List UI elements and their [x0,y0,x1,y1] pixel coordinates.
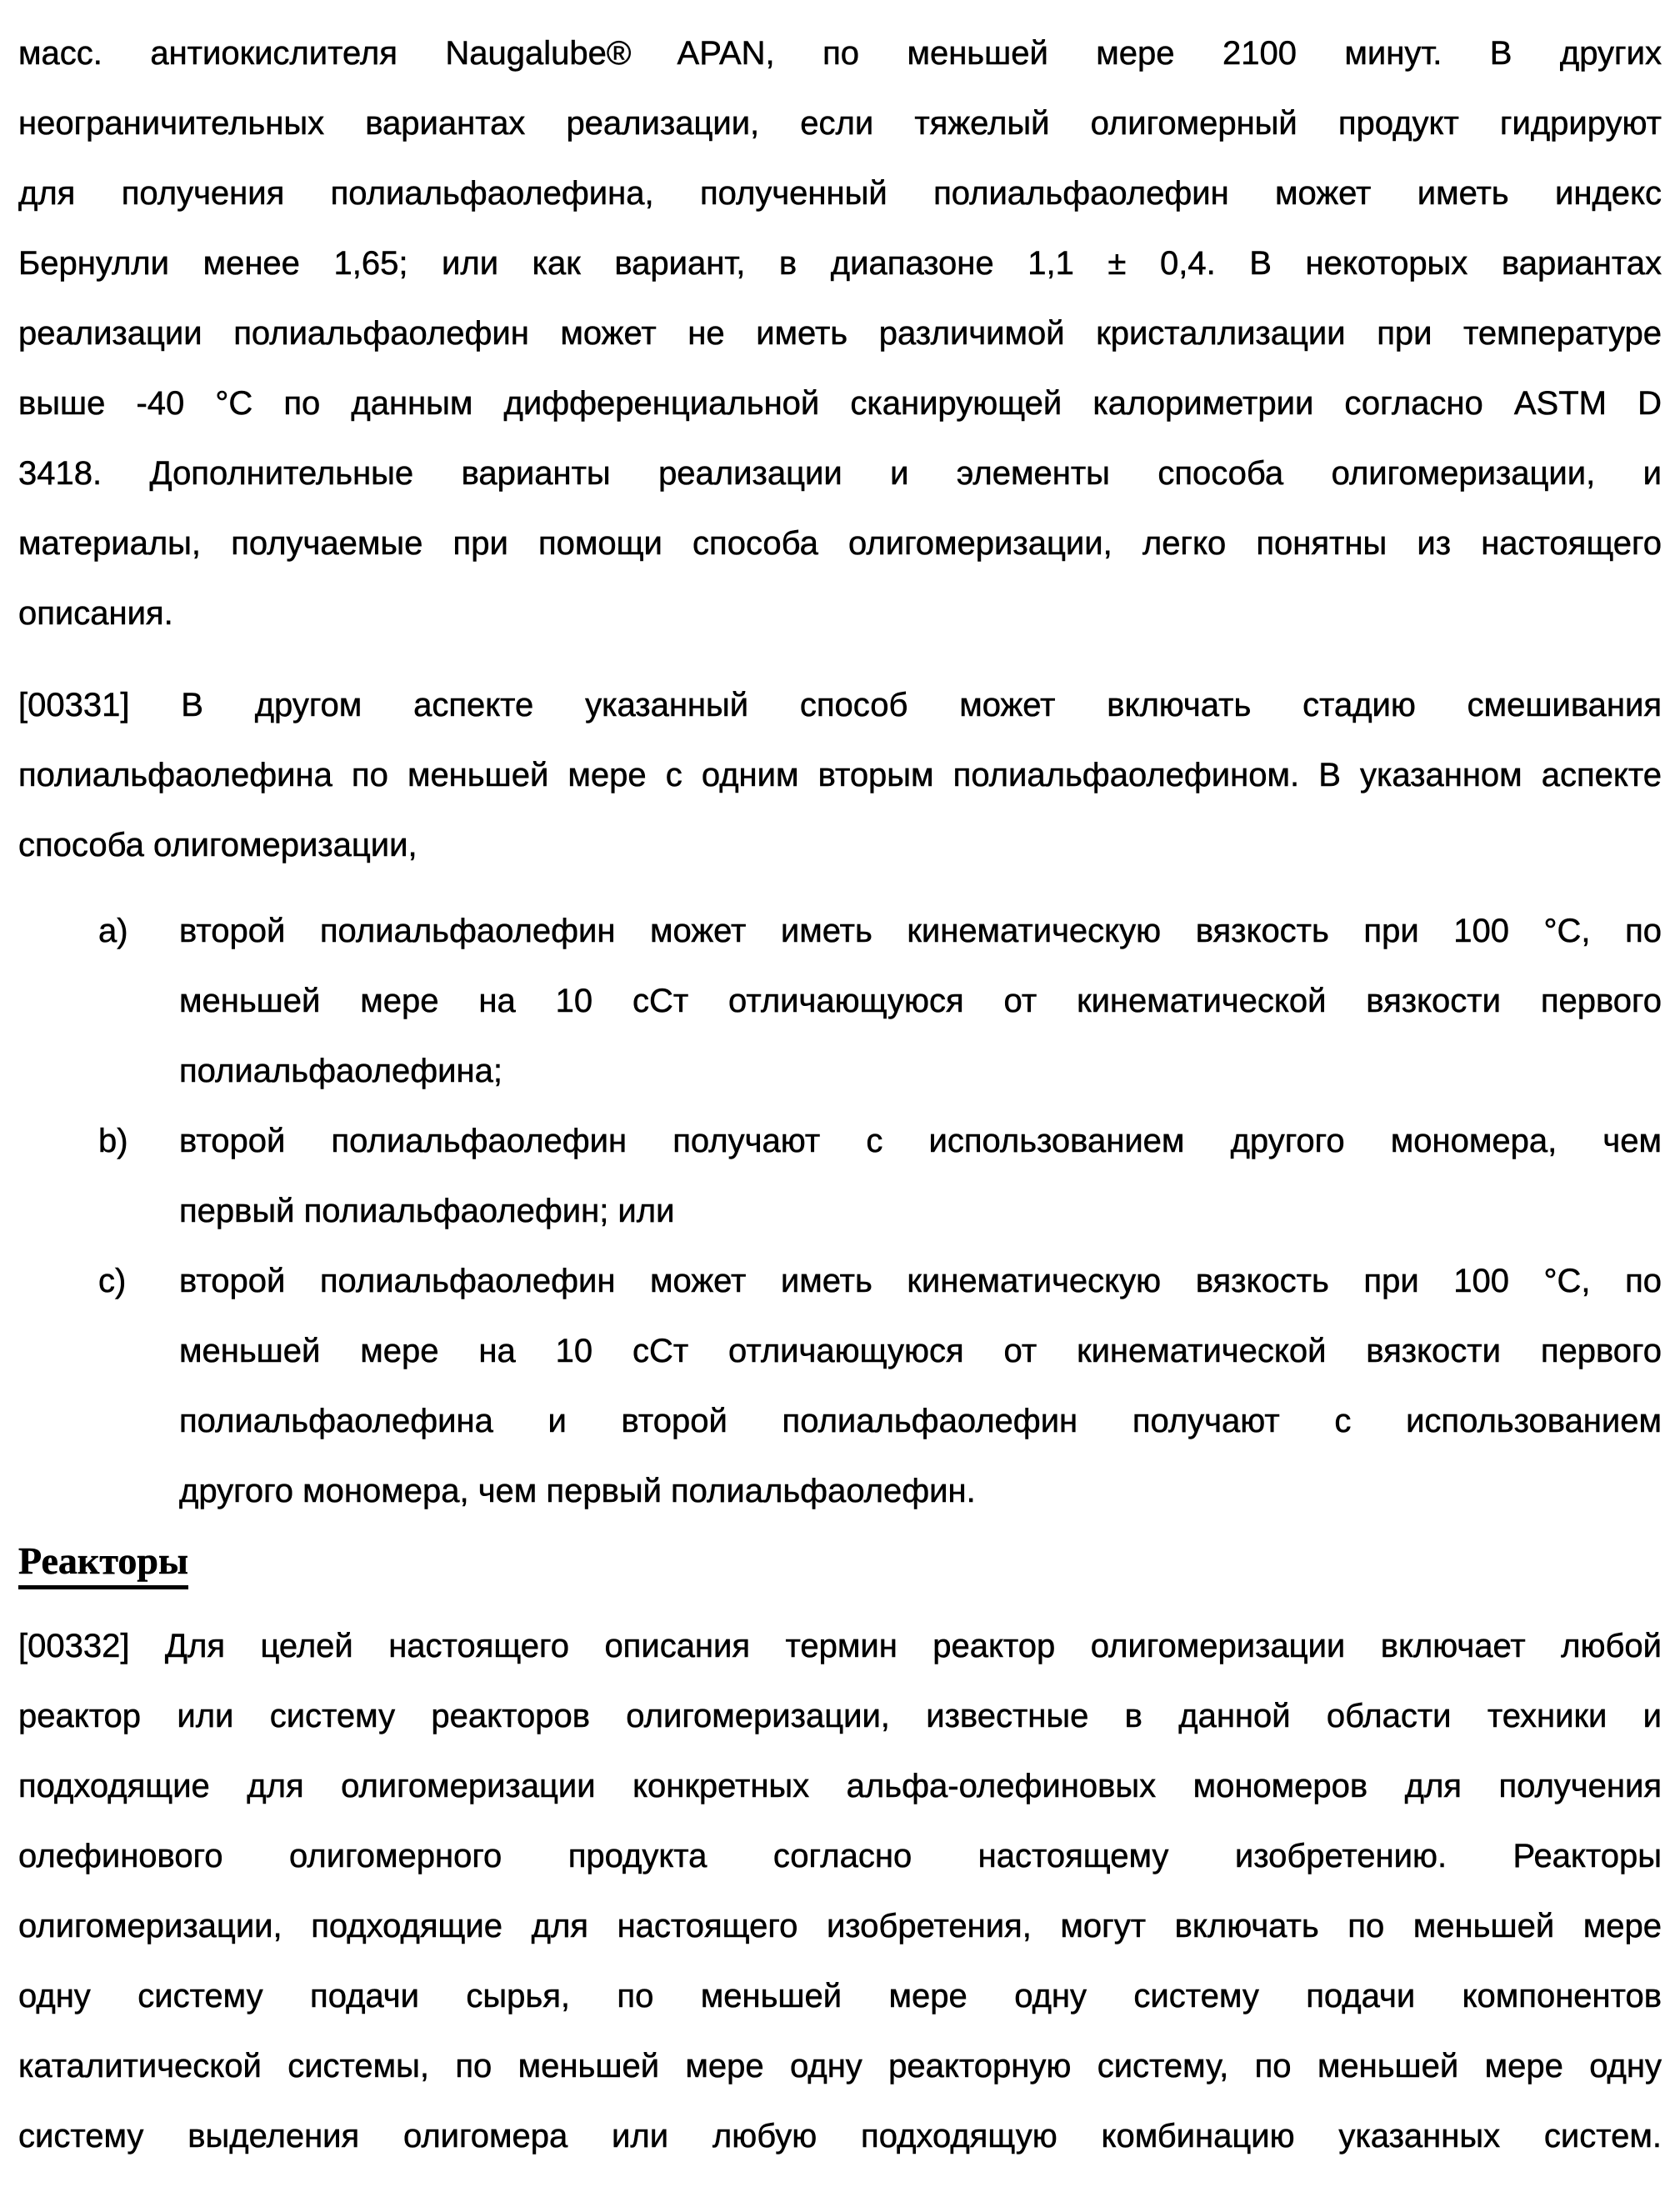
text-line: полиальфаолефина по меньшей мере с одним вторым полиальфаолефином. В указанном аспекте [18,757,1662,793]
text-line: Бернулли менее 1,65; или как вариант, в диапазоне 1,1 ± 0,4. В некоторых вариантах [18,245,1662,282]
text-line: способа олигомеризации, [18,827,418,863]
text-line: выше -40 °C по данным дифференциальной сканирующей калориметрии согласно ASTM D [18,385,1662,422]
text-line: меньшей мере на 10 сСт отличающуюся от кинематической вязкости первого [179,983,1662,1019]
text-line: второй полиальфаолефин может иметь кинематическую вязкость при 100 °C, по [179,913,1662,949]
text-line: описания. [18,595,173,632]
list-item-text [179,1106,1662,1246]
section-heading-text: Реакторы [18,1539,188,1589]
text-line: второй полиальфаолефин может иметь кинематическую вязкость при 100 °C, по [179,1263,1662,1299]
text-line: меньшей мере на 10 сСт отличающуюся от кинематической вязкости первого [179,1333,1662,1369]
text-line: олефинового олигомерного продукта согласно настоящему изобретению. Реакторы [18,1838,1662,1874]
text-line: олигомеризации, подходящие для настоящего изобретения, могут включать по меньшей мере [18,1908,1662,1944]
list-item-marker: b) [98,1123,128,1159]
text-line: другого мономера, чем первый полиальфаолефин. [179,1473,976,1509]
text-line: одну систему подачи сырья, по меньшей мере одну систему подачи компонентов [18,1978,1662,2014]
text-line: 3418. Дополнительные варианты реализации и элементы способа олигомеризации, и [18,455,1662,492]
section-heading-reactors [18,1526,1662,1596]
text-line: масс. антиокислителя Naugalube® APAN, по меньшей мере 2100 минут. В других [18,35,1662,72]
text-line: неограничительных вариантах реализации, если тяжелый олигомерный продукт гидрируют [18,105,1662,142]
paragraph-00331 [18,670,1662,880]
list-item-b [18,1106,1662,1246]
text-line: первый полиальфаолефин; или [179,1193,675,1229]
text-line: реализации полиальфаолефин может не иметь различимой кристаллизации при температуре [18,315,1662,352]
list-item-a [18,896,1662,1106]
text-line: материалы, получаемые при помощи способа олигомеризации, легко понятны из настоящего [18,525,1662,562]
list-item-text [179,896,1662,1106]
list-item-marker: c) [98,1263,127,1299]
list-item-text [179,1246,1662,1526]
text-line: полиальфаолефина и второй полиальфаолефин получают с использованием [179,1403,1662,1439]
list-item-c [18,1246,1662,1526]
text-line: подходящие для олигомеризации конкретных альфа-олефиновых мономеров для получения [18,1768,1662,1804]
text-line: для получения полиальфаолефина, полученный полиальфаолефин может иметь индекс [18,175,1662,212]
text-line: каталитической системы, по меньшей мере одну реакторную систему, по меньшей мере одну [18,2048,1662,2084]
paragraph-00332 [18,1611,1662,2171]
text-line: [00332] Для целей настоящего описания термин реактор олигомеризации включает любой [18,1628,1662,1664]
text-line: полиальфаолефина; [179,1053,502,1089]
text-line: реактор или систему реакторов олигомеризации, известные в данной области техники и [18,1698,1662,1734]
lettered-list [18,896,1662,1526]
text-line: систему выделения олигомера или любую подходящую комбинацию указанных систем. [18,2118,1662,2154]
text-line: второй полиальфаолефин получают с использованием другого мономера, чем [179,1123,1662,1159]
list-item-marker: a) [98,913,128,949]
text-line: [00331] В другом аспекте указанный способ может включать стадию смешивания [18,687,1662,723]
paragraph-continuation [18,18,1662,648]
